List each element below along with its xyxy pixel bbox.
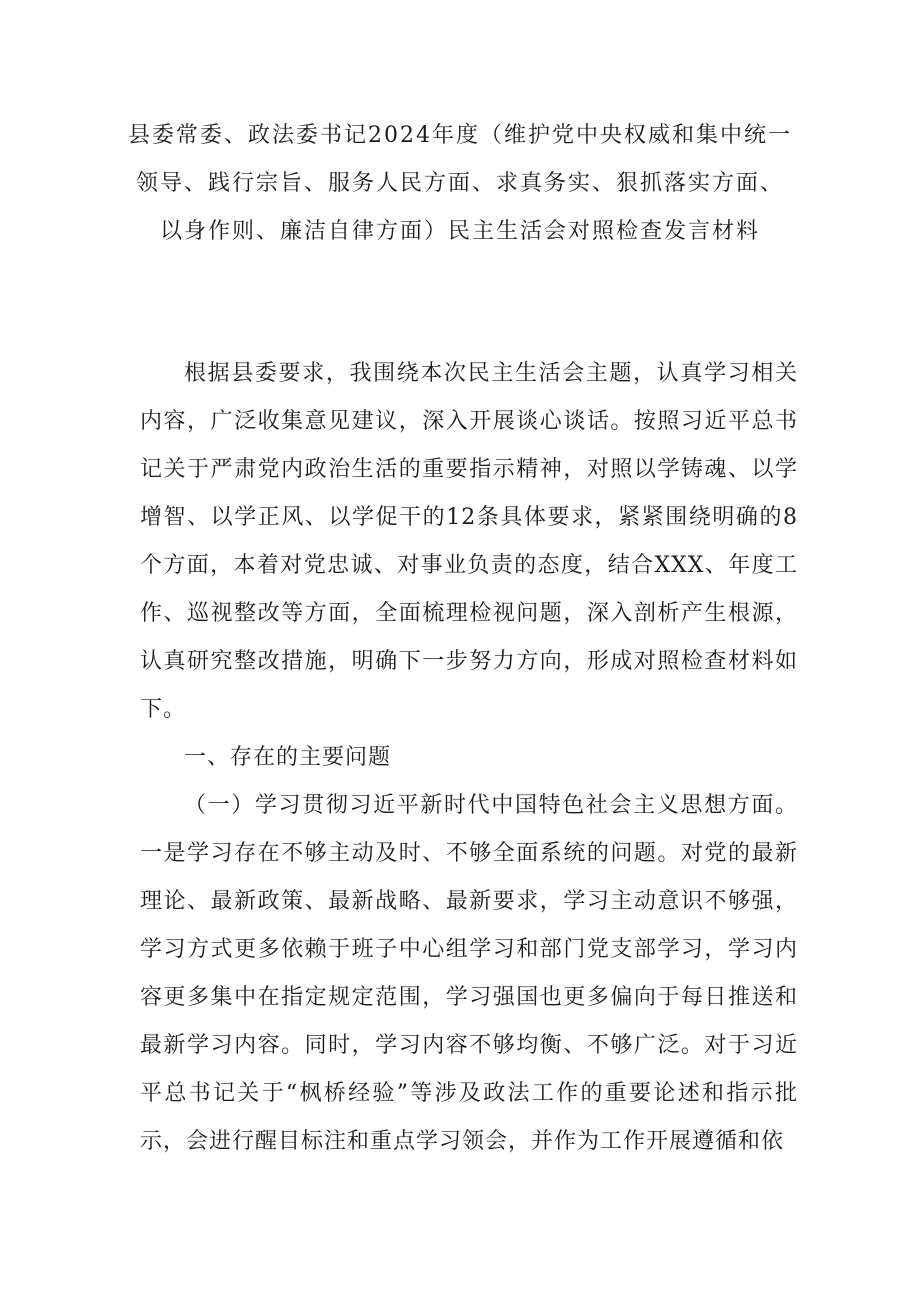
subsection-paragraph: （一）学习贯彻习近平新时代中国特色社会主义思想方面。一是学习存在不够主动及时、不够全面系统的问题。对党的最新理论、最新政策、最新战略、最新要求，学习主动意识不够强，学习方式更多依赖于班子中心组学习和部门党支部学习，学习内容更多集中在指定规定范围，学习强国也更多偏向于每日推送和最新学习内容。同时，学习内容不够均衡、不够广泛。对于习近平总书记关于“枫桥经验”等涉及政法工作的重要论述和指示批示，会进行醒目标注和重点学习领会，并作为工作开展遵循和依	[140, 793, 798, 1154]
intro-paragraph: 根据县委要求，我围绕本次民主生活会主题，认真学习相关内容，广泛收集意见建议，深入开展谈心谈话。按照习近平总书记关于严肃党内政治生活的重要指示精神，对照以学铸魂、以学增智、以学正风、以学促干的12条具体要求，紧紧围绕明确的8个方面，本着对党忠诚、对事业负责的态度，结合XXX、年度工作、巡视整改等方面，全面梳理检视问题，深入剖析产生根源，认真研究整改措施，明确下一步努力方向，形成对照检查材料如下。	[140, 361, 798, 722]
document-body	[140, 350, 798, 1166]
document-title: 县委常委、政法委书记2024年度（维护党中央权威和集中统一领导、践行宗旨、服务人民方面、求真务实、狠抓落实方面、以身作则、廉洁自律方面）民主生活会对照检查发言材料	[128, 123, 792, 244]
section-heading: 一、存在的主要问题	[184, 745, 392, 770]
